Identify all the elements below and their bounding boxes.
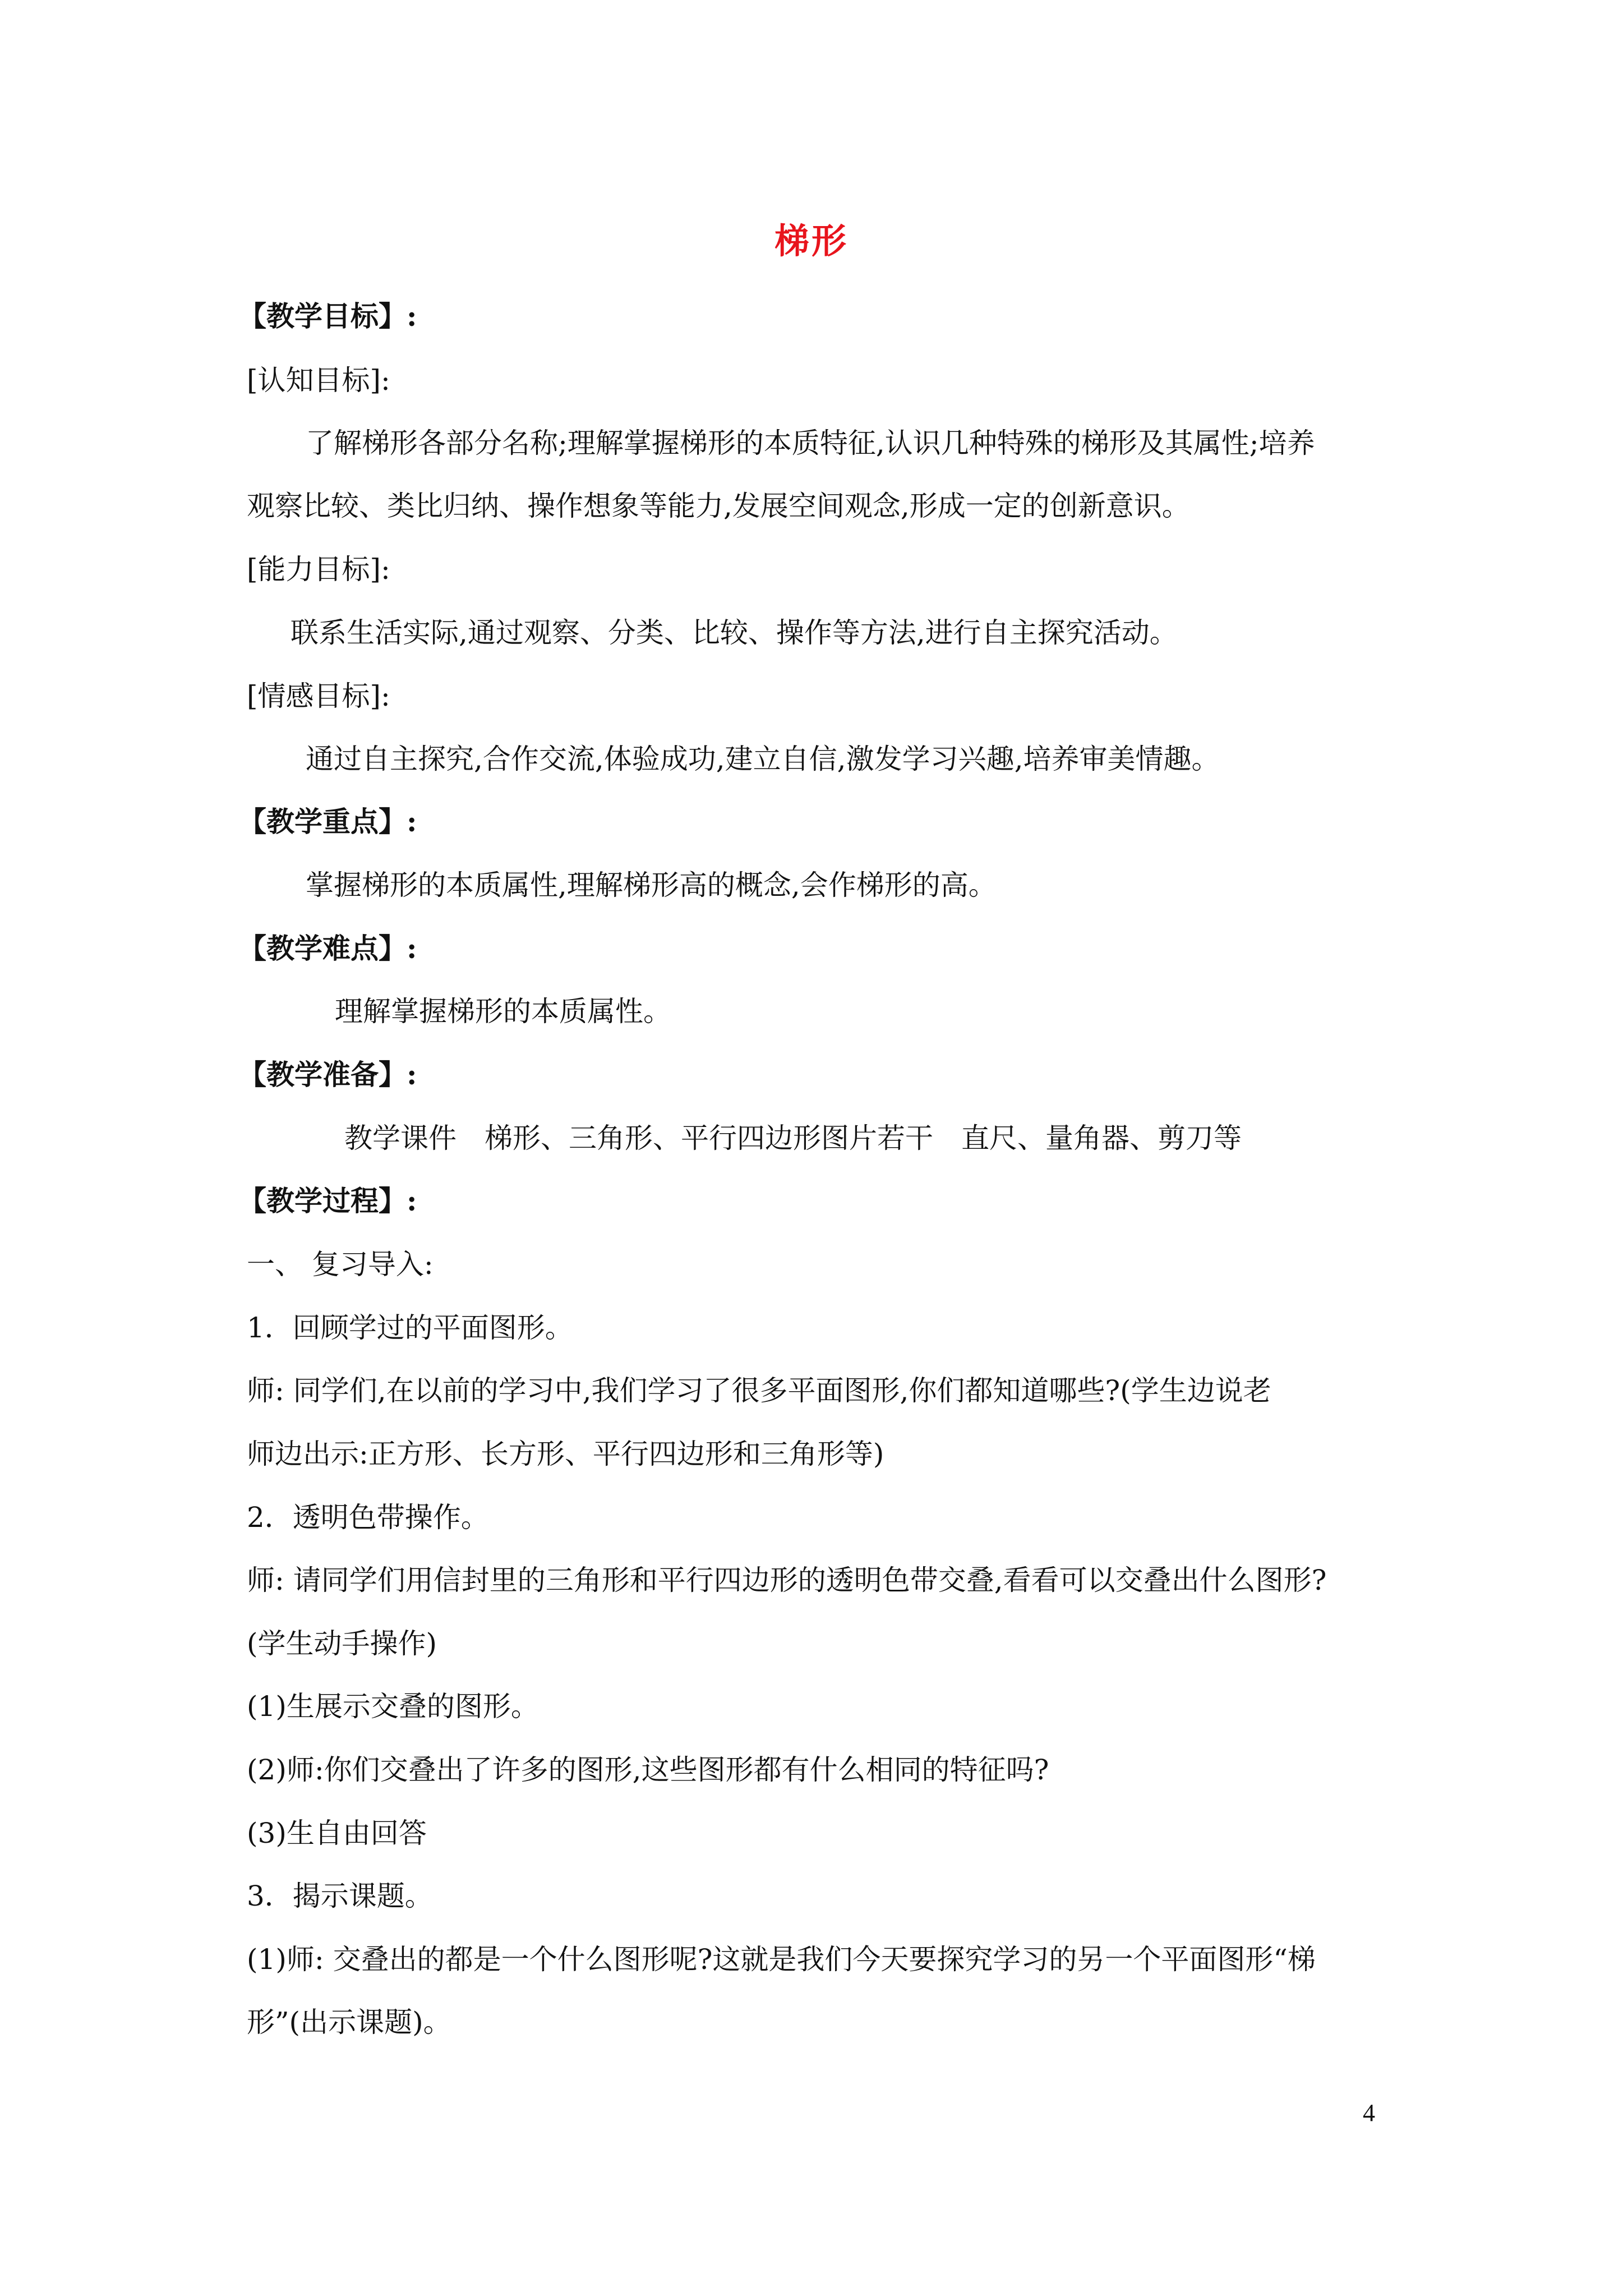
paragraph-line: (1)生展示交叠的图形。: [247, 1690, 539, 1723]
document-title: 梯形: [774, 220, 849, 261]
subheading-emotional-goals: [情感目标]:: [247, 680, 390, 712]
numbered-item: 3．揭示课题。: [247, 1880, 433, 1912]
numbered-item: 2．透明色带操作。: [247, 1501, 489, 1534]
paragraph-line: 掌握梯形的本质属性,理解梯形高的概念,会作梯形的高。: [306, 869, 997, 901]
section-heading-key-points: 【教学重点】:: [238, 805, 417, 838]
paragraph-line: 了解梯形各部分名称;理解掌握梯形的本质特征,认识几种特殊的梯形及其属性;培养: [306, 427, 1315, 459]
paragraph-line: (学生动手操作): [247, 1627, 437, 1660]
paragraph-line: (1)师: 交叠出的都是一个什么图形呢?这就是我们今天要探究学习的另一个平面图形“梯: [247, 1943, 1316, 1976]
paragraph-line: 观察比较、类比归纳、操作想象等能力,发展空间观念,形成一定的创新意识。: [247, 490, 1190, 522]
subheading-cognitive-goals: [认知目标]:: [247, 364, 390, 397]
section-heading-difficulties: 【教学难点】:: [238, 932, 417, 965]
paragraph-line: 理解掌握梯形的本质属性。: [335, 995, 671, 1028]
section-heading-preparation: 【教学准备】:: [238, 1058, 417, 1091]
paragraph-line: 师: 请同学们用信封里的三角形和平行四边形的透明色带交叠,看看可以交叠出什么图形?: [247, 1564, 1327, 1596]
paragraph-line: 教学课件 梯形、三角形、平行四边形图片若干 直尺、量角器、剪刀等: [344, 1122, 1242, 1154]
numbered-item: 1．回顾学过的平面图形。: [247, 1312, 573, 1344]
paragraph-line: (2)师:你们交叠出了许多的图形,这些图形都有什么相同的特征吗?: [247, 1754, 1049, 1786]
paragraph-line: (3)生自由回答: [247, 1817, 427, 1849]
page-number: 4: [1363, 2099, 1375, 2127]
paragraph-line: 师边出示:正方形、长方形、平行四边形和三角形等): [247, 1438, 884, 1470]
section-heading-process: 【教学过程】:: [238, 1184, 417, 1217]
paragraph-line: 联系生活实际,通过观察、分类、比较、操作等方法,进行自主探究活动。: [291, 616, 1178, 649]
section-heading-teaching-goals: 【教学目标】:: [238, 300, 417, 333]
paragraph-line: 师: 同学们,在以前的学习中,我们学习了很多平面图形,你们都知道哪些?(学生边说老: [247, 1374, 1271, 1407]
step-heading: 一、 复习导入:: [247, 1248, 434, 1281]
paragraph-line: 通过自主探究,合作交流,体验成功,建立自信,激发学习兴趣,培养审美情趣。: [306, 743, 1220, 775]
subheading-ability-goals: [能力目标]:: [247, 553, 390, 586]
paragraph-line: 形”(出示课题)。: [247, 2006, 451, 2039]
